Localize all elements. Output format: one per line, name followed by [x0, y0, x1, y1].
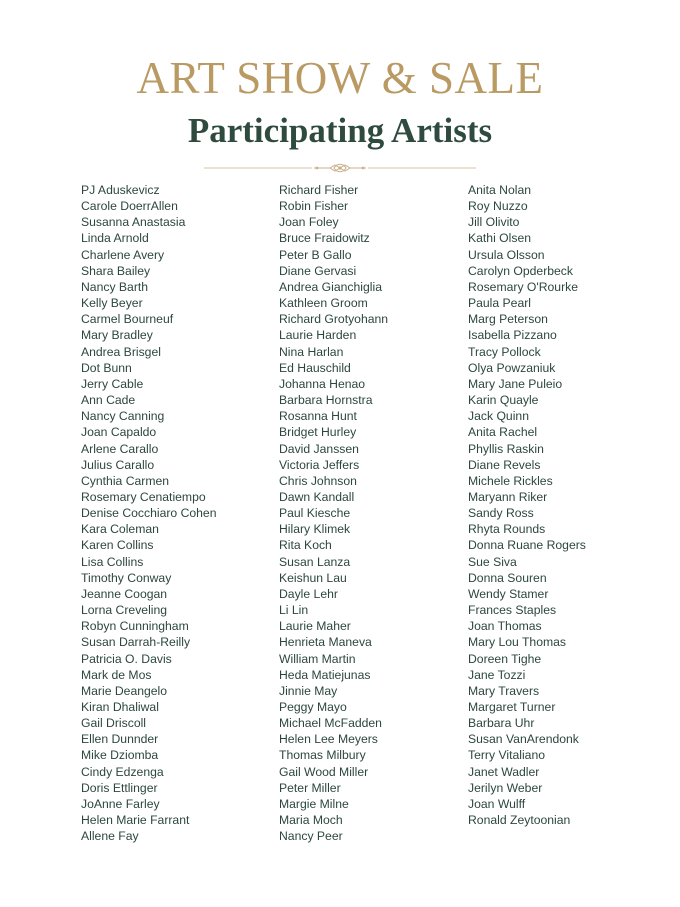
artist-name: Peter B Gallo [279, 247, 352, 262]
artist-name: Rita Koch [279, 538, 332, 553]
artist-name: Charlene Avery [81, 247, 165, 262]
artist-column-3 [468, 182, 586, 828]
artist-name: Jerry Cable [81, 376, 144, 391]
artist-name: Isabella Pizzano [468, 328, 557, 343]
artist-name: Mike Dziomba [81, 748, 159, 763]
artist-name: Doris Ettlinger [81, 780, 158, 795]
artist-name: Barbara Uhr [468, 716, 535, 731]
artist-name: Carmel Bourneuf [81, 312, 174, 327]
artist-name: Li Lin [279, 603, 309, 618]
artist-name: Tracy Pollock [468, 344, 541, 359]
artist-name: Jinnie May [279, 683, 338, 698]
artist-name: Lorna Creveling [81, 603, 168, 618]
artist-name: Susanna Anastasia [81, 215, 186, 230]
artist-name: Maria Moch [279, 813, 343, 828]
artist-name: Phyllis Raskin [468, 441, 544, 456]
artist-name: Ronald Zeytoonian [468, 813, 571, 828]
artist-name: Bruce Fraidowitz [279, 231, 370, 246]
artist-name: Michael McFadden [279, 716, 382, 731]
artist-name: Julius Carallo [81, 457, 155, 472]
artist-name: Peter Miller [279, 780, 341, 795]
artist-name: Doreen Tighe [468, 651, 542, 666]
artist-name: Carolyn Opderbeck [468, 263, 573, 278]
artist-name: Olya Powzaniuk [468, 360, 556, 375]
artist-name: Janet Wadler [468, 764, 540, 779]
artist-name: Kiran Dhaliwal [81, 700, 159, 714]
artist-name: Marie Deangelo [81, 683, 168, 698]
artist-name: Andrea Gianchiglia [279, 279, 382, 294]
artist-name: Margaret Turner [468, 700, 556, 714]
artist-name: PJ Aduskevicz [81, 183, 160, 197]
artist-name: Jeanne Coogan [81, 586, 168, 601]
artist-name: Johanna Henao [279, 376, 366, 391]
artist-name: Mary Travers [468, 683, 540, 698]
artist-name: Dayle Lehr [279, 586, 338, 601]
artist-name: Nina Harlan [279, 344, 344, 359]
artist-name: Helen Lee Meyers [279, 732, 378, 747]
artist-name: Mary Lou Thomas [468, 635, 566, 650]
artist-name: Laurie Harden [279, 328, 357, 343]
artist-name: Mark de Mos [81, 667, 152, 682]
artist-name: Frances Staples [468, 603, 557, 618]
artist-name: Cynthia Carmen [81, 473, 170, 488]
artist-name: Gail Wood Miller [279, 764, 369, 779]
artist-name: Rosanna Hunt [279, 409, 357, 424]
artist-name: Ursula Olsson [468, 247, 545, 262]
artist-name: Joan Thomas [468, 619, 542, 634]
artist-name: Karen Collins [81, 538, 154, 553]
artist-name: Rosemary Cenatiempo [81, 489, 206, 504]
artist-name: Carole DoerrAllen [81, 199, 178, 214]
artist-name: Laurie Maher [279, 619, 351, 634]
ornament-divider-icon [204, 160, 476, 176]
artist-name: Donna Ruane Rogers [468, 538, 586, 553]
artist-name: JoAnne Farley [81, 796, 160, 811]
artist-name: Denise Cocchiaro Cohen [81, 506, 217, 521]
artist-name: Michele Rickles [468, 473, 553, 488]
artist-name: Dot Bunn [81, 360, 132, 375]
artist-name: Cindy Edzenga [81, 764, 164, 779]
artist-name: Hilary Klimek [279, 522, 351, 537]
artist-name: Rhyta Rounds [468, 522, 546, 537]
page-title: ART SHOW & SALE [136, 53, 544, 103]
artist-name: Kelly Beyer [81, 296, 143, 311]
artist-name: Maryann Riker [468, 489, 548, 504]
artist-column-1 [81, 182, 217, 844]
artist-name: Susan Lanza [279, 554, 351, 569]
artist-name: Margie Milne [279, 796, 349, 811]
artist-name: Ellen Dunnder [81, 732, 159, 747]
artist-name: Kathleen Groom [279, 296, 368, 311]
artist-name: Dawn Kandall [279, 489, 355, 504]
artist-name: Nancy Canning [81, 409, 165, 424]
artist-name: Karin Quayle [468, 393, 539, 408]
artist-name: Donna Souren [468, 570, 547, 585]
artist-name: Linda Arnold [81, 231, 149, 246]
artist-name: Marg Peterson [468, 312, 548, 327]
artist-name: Susan VanArendonk [468, 732, 579, 747]
artist-column-2 [279, 182, 388, 844]
artist-name: Ann Cade [81, 393, 136, 408]
artist-name: Patricia O. Davis [81, 651, 172, 666]
artist-name: Allene Fay [81, 829, 139, 844]
artist-name: Henrieta Maneva [279, 635, 372, 650]
artist-name: Jack Quinn [468, 409, 529, 424]
artist-name: Mary Jane Puleio [468, 376, 563, 391]
artist-name: Nancy Barth [81, 279, 149, 294]
artist-name: Paul Kiesche [279, 506, 351, 521]
artist-name: Gail Driscoll [81, 716, 147, 731]
artist-name: Bridget Hurley [279, 425, 357, 440]
artist-name: Robyn Cunningham [81, 619, 189, 634]
artist-name: Paula Pearl [468, 296, 532, 311]
artist-name: Nancy Peer [279, 829, 343, 844]
artist-name: Andrea Brisgel [81, 344, 161, 359]
artist-name: David Janssen [279, 441, 359, 456]
artist-name: Barbara Hornstra [279, 393, 373, 408]
artist-name: Lisa Collins [81, 554, 144, 569]
artist-name: Joan Foley [279, 215, 339, 230]
page-subtitle: Participating Artists [187, 111, 493, 150]
artist-name: Victoria Jeffers [279, 457, 360, 472]
artist-name: Arlene Carallo [81, 441, 159, 456]
artist-name: Timothy Conway [81, 570, 172, 585]
artist-name: Heda Matiejunas [279, 667, 371, 682]
artist-name: Richard Fisher [279, 183, 359, 197]
artist-name: Sandy Ross [468, 506, 534, 521]
artist-name: Roy Nuzzo [468, 199, 528, 214]
artist-name: Jill Olivito [468, 215, 520, 230]
artist-name: Shara Bailey [81, 263, 151, 278]
artist-name: Anita Rachel [468, 425, 538, 440]
artist-name: Thomas Milbury [279, 748, 366, 763]
artist-name: Wendy Stamer [468, 586, 549, 601]
artist-name: Joan Wulff [468, 796, 526, 811]
artist-name: William Martin [279, 651, 356, 666]
artist-name: Helen Marie Farrant [81, 813, 190, 828]
artist-name: Chris Johnson [279, 473, 357, 488]
artist-name: Anita Nolan [468, 183, 532, 197]
artist-name: Jerilyn Weber [468, 780, 543, 795]
artist-name: Jane Tozzi [468, 667, 526, 682]
artist-name: Kathi Olsen [468, 231, 532, 246]
artist-name: Diane Revels [468, 457, 541, 472]
artist-name: Joan Capaldo [81, 425, 157, 440]
artist-name: Susan Darrah-Reilly [81, 635, 191, 650]
artist-name: Peggy Mayo [279, 700, 347, 714]
artist-name: Rosemary O'Rourke [468, 279, 579, 294]
artist-name: Terry Vitaliano [468, 748, 545, 763]
artist-name: Sue Siva [468, 554, 517, 569]
artist-name: Kara Coleman [81, 522, 159, 537]
artist-name: Diane Gervasi [279, 263, 357, 278]
artist-name: Keishun Lau [279, 570, 347, 585]
artist-name: Mary Bradley [81, 328, 153, 343]
artist-name: Richard Grotyohann [279, 312, 389, 327]
artist-name: Ed Hauschild [279, 360, 351, 375]
artist-name: Robin Fisher [279, 199, 349, 214]
